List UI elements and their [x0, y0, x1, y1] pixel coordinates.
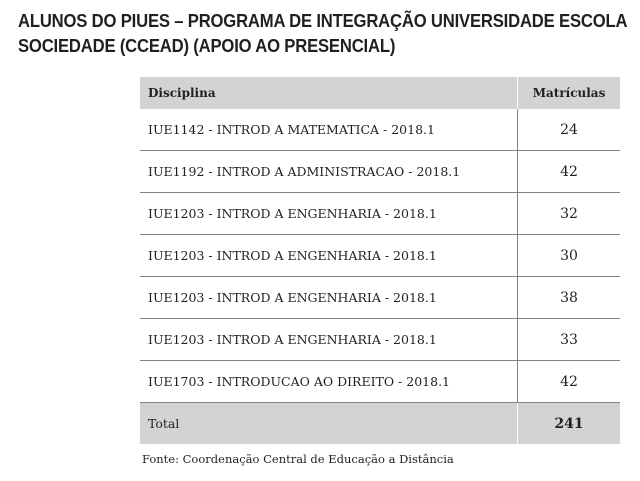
table-row	[140, 151, 620, 193]
table-row	[140, 361, 620, 403]
cell-disciplina: IUE1203 - INTROD A ENGENHARIA - 2018.1	[140, 319, 518, 361]
table-row	[140, 235, 620, 277]
cell-matriculas: 32	[518, 193, 620, 235]
cell-disciplina: IUE1203 - INTROD A ENGENHARIA - 2018.1	[140, 235, 518, 277]
column-header-disciplina: Disciplina	[140, 77, 518, 109]
table-title-line-1: ALUNOS DO PIUES – PROGRAMA DE INTEGRAÇÃO UNIVERSIDADE ESCOLA	[18, 10, 628, 31]
cell-matriculas: 24	[518, 109, 620, 151]
column-header-matriculas: Matrículas	[518, 77, 620, 109]
table-header-row	[140, 77, 620, 109]
cell-matriculas: 42	[518, 151, 620, 193]
total-label: Total	[140, 403, 518, 445]
cell-matriculas: 42	[518, 361, 620, 403]
source-note: Fonte: Coordenação Central de Educação a Distância	[142, 452, 454, 466]
table-row	[140, 193, 620, 235]
table-total-row	[140, 403, 620, 445]
cell-matriculas: 38	[518, 277, 620, 319]
cell-disciplina: IUE1203 - INTROD A ENGENHARIA - 2018.1	[140, 193, 518, 235]
table-row	[140, 277, 620, 319]
cell-matriculas: 33	[518, 319, 620, 361]
cell-disciplina: IUE1703 - INTRODUCAO AO DIREITO - 2018.1	[140, 361, 518, 403]
table-title-line-2: SOCIEDADE (CCEAD) (APOIO AO PRESENCIAL)	[18, 35, 396, 56]
table-row	[140, 319, 620, 361]
cell-matriculas: 30	[518, 235, 620, 277]
table-title	[18, 8, 628, 58]
cell-disciplina: IUE1203 - INTROD A ENGENHARIA - 2018.1	[140, 277, 518, 319]
table-row	[140, 109, 620, 151]
cell-disciplina: IUE1192 - INTROD A ADMINISTRACAO - 2018.1	[140, 151, 518, 193]
cell-disciplina: IUE1142 - INTROD A MATEMATICA - 2018.1	[140, 109, 518, 151]
enrollment-table	[140, 77, 620, 444]
total-value: 241	[518, 403, 620, 445]
